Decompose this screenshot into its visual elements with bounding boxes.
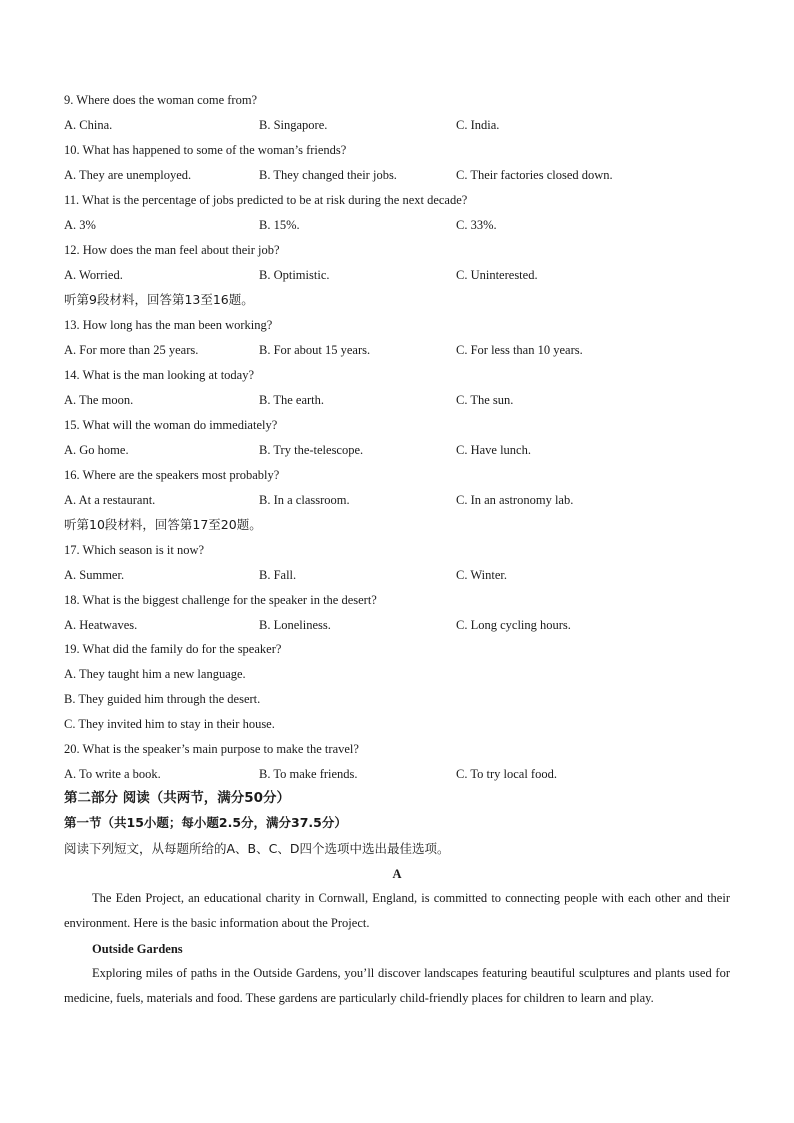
q18-option-c: C. Long cycling hours. [456, 618, 571, 632]
q18-option-a: A. Heatwaves. [64, 618, 138, 632]
q17-option-b: B. Fall. [259, 568, 297, 582]
q10-option-b: B. They changed their jobs. [259, 168, 397, 182]
segment-10-instruction: 听第10段材料，回答第17至20题。 [64, 517, 262, 532]
question-15: 15. What will the woman do immediately? [64, 418, 278, 432]
q13-option-c: C. For less than 10 years. [456, 343, 583, 357]
section1-title: 第一节（共15小题；每小题2.5分，满分37.5分） [64, 815, 347, 830]
q15-option-b: B. Try the-telescope. [259, 443, 364, 457]
passage-paragraph-1: The Eden Project, an educational charity in Cornwall, England, is committed to connecting people with each other and their environment. Here is the basic information about the Project. [64, 891, 730, 930]
q9-option-b: B. Singapore. [259, 118, 328, 132]
q11-option-a: A. 3% [64, 218, 96, 232]
segment-9-instruction: 听第9段材料，回答第13至16题。 [64, 292, 254, 307]
question-18: 18. What is the biggest challenge for the speaker in the desert? [64, 593, 377, 607]
q19-option-c: C. They invited him to stay in their house. [64, 717, 275, 731]
question-14: 14. What is the man looking at today? [64, 368, 255, 382]
question-10: 10. What has happened to some of the woman’s friends? [64, 143, 347, 157]
q9-option-c: C. India. [456, 118, 500, 132]
question-12: 12. How does the man feel about their job? [64, 243, 280, 257]
q20-option-b: B. To make friends. [259, 767, 358, 781]
q18-option-b: B. Loneliness. [259, 618, 331, 632]
q14-option-b: B. The earth. [259, 393, 325, 407]
q16-option-b: B. In a classroom. [259, 493, 350, 507]
q12-option-c: C. Uninterested. [456, 268, 538, 282]
question-13: 13. How long has the man been working? [64, 318, 273, 332]
reading-instruction: 阅读下列短文，从每题所给的A、B、C、D四个选项中选出最佳选项。 [64, 841, 450, 856]
q16-option-a: A. At a restaurant. [64, 493, 156, 507]
q20-option-c: C. To try local food. [456, 767, 557, 781]
q9-option-a: A. China. [64, 118, 113, 132]
question-9: 9. Where does the woman come from? [64, 93, 258, 107]
q12-option-b: B. Optimistic. [259, 268, 330, 282]
q20-option-a: A. To write a book. [64, 767, 161, 781]
q16-option-c: C. In an astronomy lab. [456, 493, 574, 507]
question-19: 19. What did the family do for the speaker? [64, 642, 282, 656]
question-17: 17. Which season is it now? [64, 543, 205, 557]
question-20: 20. What is the speaker’s main purpose to make the travel? [64, 742, 359, 756]
q15-option-c: C. Have lunch. [456, 443, 531, 457]
q12-option-a: A. Worried. [64, 268, 123, 282]
passage-letter: A [392, 867, 402, 881]
q14-option-a: A. The moon. [64, 393, 134, 407]
q13-option-a: A. For more than 25 years. [64, 343, 199, 357]
question-16: 16. Where are the speakers most probably? [64, 468, 280, 482]
q19-option-b: B. They guided him through the desert. [64, 692, 261, 706]
passage-paragraph-2: Exploring miles of paths in the Outside Gardens, you’ll discover landscapes featuring beautiful sculptures and plants used for medicine, fuels, materials and food. These gardens are particularly child-friendly places for children to learn and play. [64, 966, 730, 1005]
q15-option-a: A. Go home. [64, 443, 129, 457]
q17-option-c: C. Winter. [456, 568, 508, 582]
q10-option-c: C. Their factories closed down. [456, 168, 613, 182]
question-11: 11. What is the percentage of jobs predicted to be at risk during the next decade? [64, 193, 468, 207]
q13-option-b: B. For about 15 years. [259, 343, 371, 357]
part2-title: 第二部分 阅读（共两节，满分50分） [64, 790, 290, 806]
q10-option-a: A. They are unemployed. [64, 168, 192, 182]
q17-option-a: A. Summer. [64, 568, 125, 582]
q11-option-c: C. 33%. [456, 218, 497, 232]
passage-subheading: Outside Gardens [92, 942, 183, 956]
q19-option-a: A. They taught him a new language. [64, 667, 246, 681]
q11-option-b: B. 15%. [259, 218, 300, 232]
q14-option-c: C. The sun. [456, 393, 514, 407]
